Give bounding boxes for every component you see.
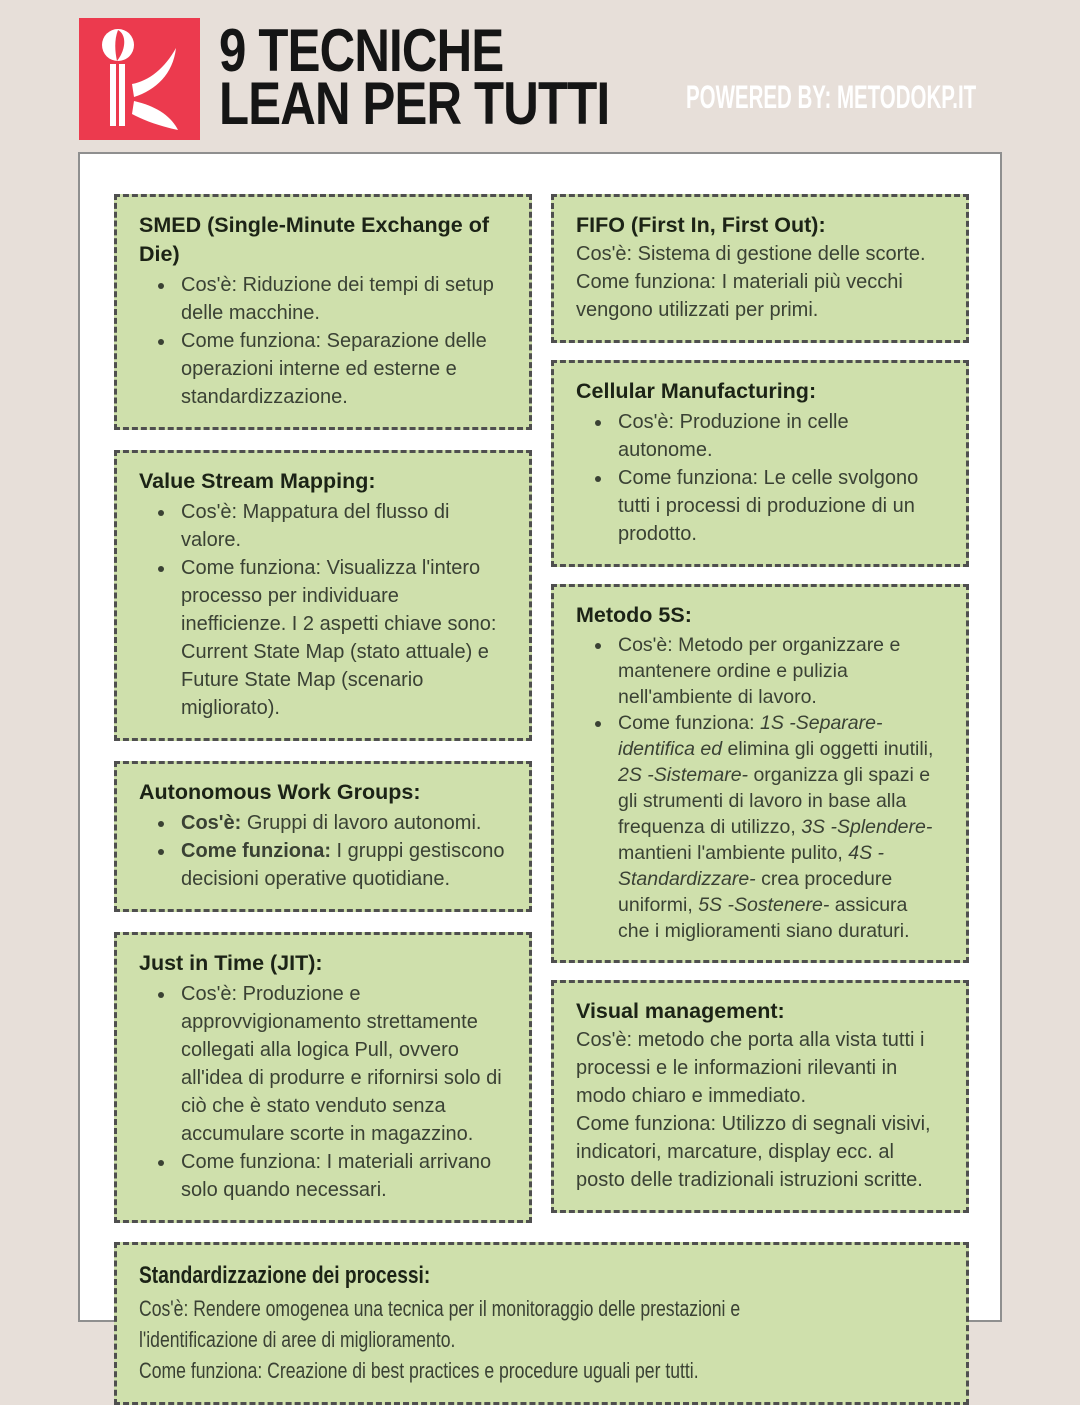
technique-line — [139, 1293, 944, 1324]
technique-bullet — [176, 809, 507, 837]
box-content — [576, 377, 944, 548]
text-segment: Cos'è: Produzione in celle autonome. — [618, 411, 849, 461]
text-segment: organizza gli spazi e gli strumenti di lavoro in base alla frequenza di utilizzo, — [618, 764, 931, 838]
technique-title: Value Stream Mapping: — [139, 469, 376, 493]
text-segment: Cos'è: — [181, 812, 242, 834]
technique-bullet-list — [576, 632, 944, 944]
text-segment: Come funziona: Separazione delle operazioni interne ed esterne e standardizzazione. — [181, 330, 487, 408]
text-segment: Cos'è: Riduzione dei tempi di setup delle macchine. — [181, 274, 494, 324]
technique-bullet — [613, 632, 944, 710]
technique-box-s5 — [551, 584, 969, 963]
technique-box-jit — [114, 932, 532, 1223]
text-segment: Cos'è: metodo che porta alla vista tutti i processi e le informazioni rilevanti in modo chiaro e immediato. — [576, 1029, 925, 1107]
technique-bullet-list — [139, 498, 507, 722]
technique-bullet — [176, 327, 507, 411]
box-content — [576, 211, 944, 324]
title-line-1: 9 TECNICHE — [219, 17, 504, 84]
technique-bullet-list — [139, 809, 507, 893]
technique-box-cellular — [551, 360, 969, 567]
technique-line — [576, 240, 944, 268]
box-content — [576, 997, 944, 1194]
technique-box-fifo — [551, 194, 969, 343]
content-page — [78, 152, 1002, 1383]
technique-box-awg — [114, 761, 532, 912]
text-segment: Come funziona: — [618, 712, 760, 734]
text-segment: 5S -Sostenere- — [698, 894, 830, 916]
text-segment: I gruppi gestiscono decisioni operative quotidiane. — [181, 840, 505, 890]
technique-bullet — [613, 710, 944, 944]
text-segment: Come funziona: Utilizzo di segnali visivi, indicatori, marcature, display ecc. al posto delle tradizionali istruzioni scritte. — [576, 1113, 931, 1191]
technique-bullet — [176, 554, 507, 722]
technique-line — [139, 1324, 944, 1355]
technique-bullet — [176, 837, 507, 893]
technique-line — [576, 1110, 944, 1194]
text-segment: 1S -Separare- identifica ed — [618, 712, 883, 760]
text-segment: Come funziona: Le celle svolgono tutti i processi di produzione di un prodotto. — [618, 467, 919, 545]
technique-title: Standardizzazione dei processi: — [139, 1262, 431, 1289]
technique-title: Just in Time (JIT): — [139, 951, 323, 975]
text-segment: crea procedure uniformi, — [618, 868, 893, 916]
technique-title: Autonomous Work Groups: — [139, 780, 421, 804]
box-content — [139, 949, 507, 1204]
technique-box-vsm — [114, 450, 532, 741]
text-segment: Cos'è: Metodo per organizzare e mantenere ordine e pulizia nell'ambiente di lavoro. — [618, 634, 901, 708]
text-segment: Cos'è: Rendere omogenea una tecnica per il monitoraggio delle prestazioni e — [139, 1296, 741, 1321]
text-segment: Cos'è: Produzione e approvvigionamento strettamente collegati alla logica Pull, ovvero all'idea di produrre e rifornirsi solo di ciò che è stato venduto senza accumulare scorte in magazzino. — [181, 983, 502, 1145]
technique-bullet — [613, 464, 944, 548]
content-area — [114, 194, 969, 1405]
metodokp-logo-icon — [79, 18, 200, 140]
two-column-layout — [114, 194, 969, 1223]
technique-bullet — [176, 1148, 507, 1204]
technique-title: Cellular Manufacturing: — [576, 379, 817, 403]
technique-bullet — [176, 498, 507, 554]
technique-bullet — [613, 408, 944, 464]
text-segment: Cos'è: Sistema di gestione delle scorte. — [576, 243, 926, 265]
technique-title: FIFO (First In, First Out): — [576, 213, 826, 237]
text-segment: Come funziona: I materiali più vecchi vengono utilizzati per primi. — [576, 271, 903, 321]
text-segment: elimina gli oggetti inutili, — [722, 738, 934, 760]
text-segment: Come funziona: — [181, 840, 331, 862]
technique-bullet — [176, 980, 507, 1148]
text-segment: 4S -Standardizzare- — [618, 842, 885, 890]
left-column — [114, 194, 532, 1223]
box-content — [139, 1259, 944, 1386]
box-content — [576, 601, 944, 944]
powered-by-label: POWERED BY: METODOKP.IT — [686, 79, 977, 115]
box-content — [139, 211, 507, 411]
technique-title: Metodo 5S: — [576, 603, 692, 627]
technique-box-vm — [551, 980, 969, 1213]
technique-box-std — [114, 1242, 969, 1405]
text-segment: assicura che i miglioramenti siano duraturi. — [618, 894, 910, 942]
technique-line — [576, 268, 944, 324]
technique-title: Visual management: — [576, 999, 785, 1023]
technique-line — [576, 1026, 944, 1110]
page-title — [219, 17, 695, 137]
technique-box-smed — [114, 194, 532, 430]
text-segment: Gruppi di lavoro autonomi. — [241, 812, 482, 834]
right-column — [551, 194, 969, 1213]
text-segment: l'identificazione di aree di miglioramento. — [139, 1327, 456, 1352]
technique-bullet-list — [576, 408, 944, 548]
text-segment: 2S -Sistemare- — [618, 764, 749, 786]
technique-line — [139, 1355, 944, 1386]
text-segment: Come funziona: Creazione di best practices e procedure uguali per tutti. — [139, 1358, 699, 1383]
text-segment: Come funziona: I materiali arrivano solo quando necessari. — [181, 1151, 492, 1201]
text-segment: mantieni l'ambiente pulito, — [618, 842, 849, 864]
box-content — [139, 778, 507, 893]
text-segment: 3S -Splendere- — [801, 816, 933, 838]
header — [0, 0, 1080, 152]
title-line-2: LEAN PER TUTTI — [219, 70, 610, 137]
technique-bullet — [176, 271, 507, 327]
bottom-row — [114, 1242, 969, 1405]
technique-bullet-list — [139, 980, 507, 1204]
box-content — [139, 467, 507, 722]
text-segment: Cos'è: Mappatura del flusso di valore. — [181, 501, 450, 551]
technique-bullet-list — [139, 271, 507, 411]
text-segment: Come funziona: Visualizza l'intero processo per individuare inefficienze. I 2 aspetti chiave sono: Current State Map (stato attuale) e Future State Map (scenario migliorato). — [181, 557, 497, 719]
technique-title: SMED (Single-Minute Exchange of Die) — [139, 213, 489, 266]
